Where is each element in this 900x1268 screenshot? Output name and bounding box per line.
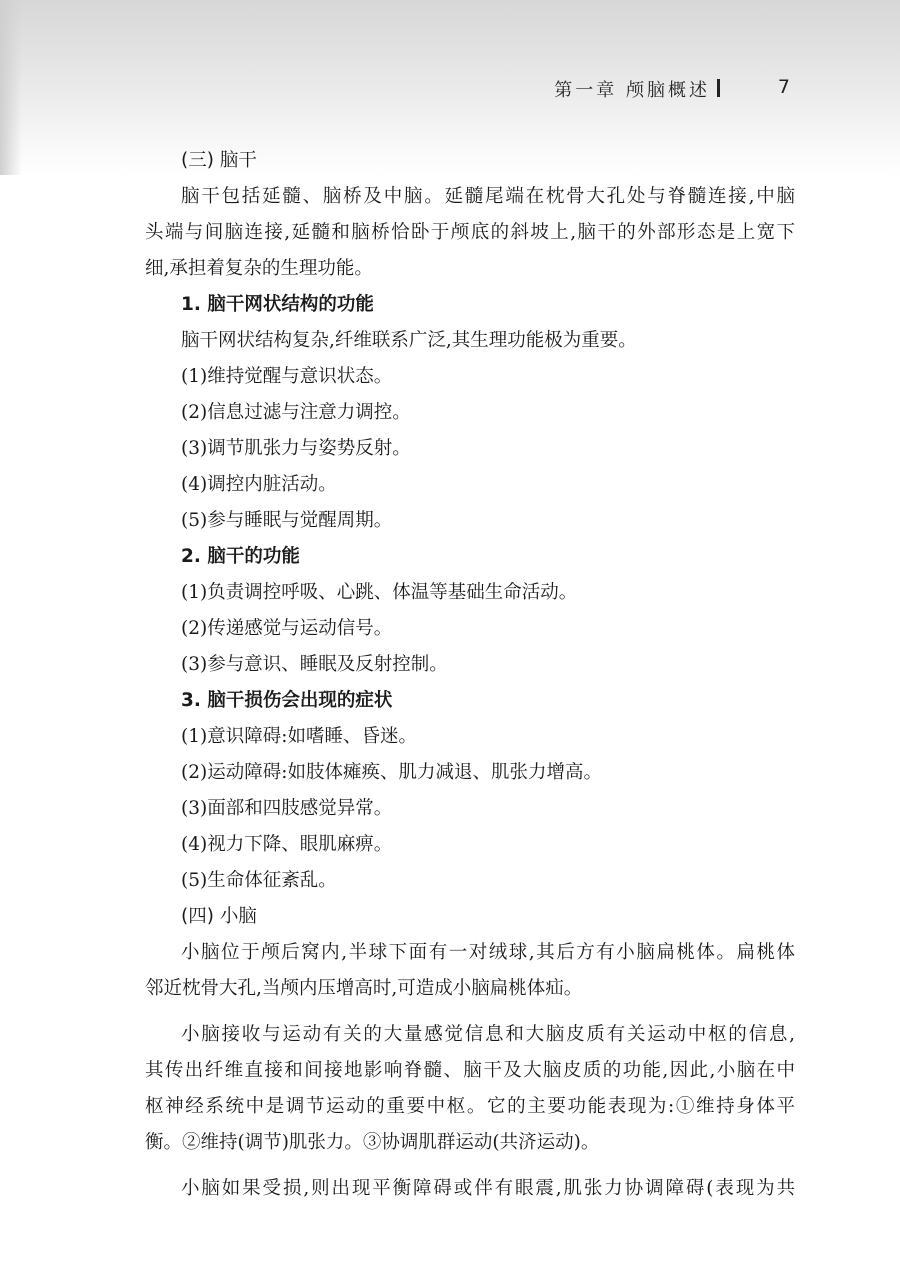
paragraph-line: 其传出纤维直接和间接地影响脊髓、脑干及大脑皮质的功能,因此,小脑在中 — [145, 1060, 795, 1081]
list-item: (3)调节肌张力与姿势反射。 — [181, 438, 411, 459]
paragraph-line: 枢神经系统中是调节运动的重要中枢。它的主要功能表现为:①维持身体平 — [145, 1096, 795, 1117]
header-divider-bar — [717, 79, 720, 97]
paragraph-line: 小脑如果受损,则出现平衡障碍或伴有眼震,肌张力协调障碍(表现为共 — [181, 1178, 795, 1199]
paragraph-line: 头端与间脑连接,延髓和脑桥恰卧于颅底的斜坡上,脑干的外部形态是上宽下 — [145, 222, 795, 243]
paragraph-gap — [145, 1007, 795, 1017]
list-item: (5)参与睡眠与觉醒周期。 — [181, 510, 393, 531]
section-heading-brainstem: (三) 脑干 — [181, 150, 257, 171]
page-body — [145, 143, 795, 1207]
list-item: (3)面部和四肢感觉异常。 — [181, 798, 393, 819]
subsection-heading-symptoms: 3. 脑干损伤会出现的症状 — [181, 690, 393, 711]
subsection-heading-functions: 2. 脑干的功能 — [181, 546, 300, 567]
list-item: (1)维持觉醒与意识状态。 — [181, 366, 393, 387]
list-item: (1)意识障碍:如嗜睡、昏迷。 — [181, 726, 417, 747]
paragraph-gap — [145, 1161, 795, 1171]
list-item: (4)视力下降、眼肌麻痹。 — [181, 834, 393, 855]
subsection-heading-reticular: 1. 脑干网状结构的功能 — [181, 294, 374, 315]
paragraph-line: 邻近枕骨大孔,当颅内压增高时,可造成小脑扁桃体疝。 — [145, 978, 583, 999]
list-item: (4)调控内脏活动。 — [181, 474, 337, 495]
paragraph-line: 小脑接收与运动有关的大量感觉信息和大脑皮质有关运动中枢的信息, — [181, 1024, 795, 1045]
paragraph-line: 脑干包括延髓、脑桥及中脑。延髓尾端在枕骨大孔处与脊髓连接,中脑 — [181, 186, 795, 207]
paragraph-line: 衡。②维持(调节)肌张力。③协调肌群运动(共济运动)。 — [145, 1132, 600, 1153]
section-heading-cerebellum: (四) 小脑 — [181, 906, 257, 927]
chapter-title: 第一章 颅脑概述 — [554, 80, 710, 101]
list-item: (2)传递感觉与运动信号。 — [181, 618, 393, 639]
page-number: 7 — [777, 76, 790, 98]
list-item: (2)运动障碍:如肢体瘫痪、肌力减退、肌张力增高。 — [181, 762, 602, 783]
list-item: (5)生命体征紊乱。 — [181, 870, 337, 891]
list-item: (2)信息过滤与注意力调控。 — [181, 402, 411, 423]
list-item: (1)负责调控呼吸、心跳、体温等基础生命活动。 — [181, 582, 578, 603]
paragraph-line: 小脑位于颅后窝内,半球下面有一对绒球,其后方有小脑扁桃体。扁桃体 — [181, 942, 795, 963]
paragraph-line: 脑干网状结构复杂,纤维联系广泛,其生理功能极为重要。 — [181, 330, 637, 351]
paragraph-line: 细,承担着复杂的生理功能。 — [145, 258, 373, 279]
list-item: (3)参与意识、睡眠及反射控制。 — [181, 654, 448, 675]
page-edge-shading — [0, 0, 22, 175]
